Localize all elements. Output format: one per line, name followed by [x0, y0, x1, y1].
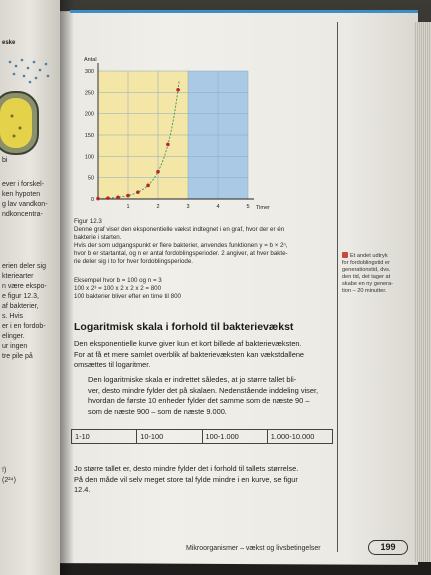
note-icon — [342, 252, 348, 258]
y-axis-label: Antal — [84, 57, 97, 63]
figure-caption — [74, 218, 334, 266]
example-line: 100 x 2³ = 100 x 2 x 2 x 2 = 800 — [74, 285, 162, 292]
example-line: Eksempel hvor b = 100 og n = 3 — [74, 277, 162, 284]
caption-line: bakterie i starten. — [74, 234, 122, 241]
paragraph-line: omsættes til logaritmer. — [74, 360, 151, 370]
previous-page-line: ken hypoten — [2, 191, 41, 198]
section-heading: Logaritmisk skala i forhold til bakterievækst — [74, 321, 294, 333]
paragraph-line: hvordan de første 10 enheder fylder det samme som de næste 90 – — [88, 396, 310, 406]
margin-note-line: tion – 20 minutter. — [342, 288, 387, 294]
x-axis-label: Timer — [256, 205, 270, 211]
previous-page-line: e figur 12.3, — [2, 293, 39, 300]
y-tick-label: 200 — [84, 111, 94, 118]
previous-page-line: af bakterier, — [2, 303, 39, 310]
paragraph-line: ver, desto mindre fylder det på skalaen. Nedenstående inddeling viser, — [88, 385, 319, 395]
caption-line: Hvis der som udgangspunkt er flere bakterier, anvendes funktionen y = b × 2ⁿ, — [74, 242, 288, 249]
previous-page-line: ur ingen — [2, 343, 28, 350]
y-tick-label: 50 — [87, 175, 94, 182]
y-tick-label: 150 — [84, 133, 94, 139]
margin-note-line: skabe en ny genera- — [342, 281, 393, 287]
data-point — [96, 197, 100, 201]
top-rule — [70, 10, 418, 13]
previous-page-fragment: bi — [2, 157, 8, 164]
margin-divider — [337, 22, 338, 552]
data-point — [106, 196, 110, 200]
bacteria-illustration — [0, 50, 60, 160]
y-tick-label: 300 — [84, 69, 94, 75]
previous-page-heading: eske — [2, 40, 16, 46]
caption-line: Denne graf viser den eksponentielle vækst indtegnet i en graf, hvor der er én — [74, 226, 285, 233]
scale-cell: 1-10 — [72, 430, 137, 443]
previous-page-line: ndkoncentra- — [2, 211, 43, 218]
caption-line: hvor b er startantal, og n er antal fordoblingsperioder. 2 angiver, at hver bakte- — [74, 250, 288, 257]
y-tick-label: 100 — [84, 154, 94, 161]
previous-page-text-2 — [2, 262, 47, 362]
x-tick-label: 3 — [186, 204, 190, 210]
caption-text — [74, 226, 334, 266]
scale-cell: 1.000-10.000 — [270, 432, 315, 441]
scale-cell: 10-100 — [137, 430, 202, 443]
figure-label: Figur 12.3 — [74, 218, 102, 225]
exponential-growth-chart — [70, 55, 270, 215]
previous-page-line: elinger. — [2, 333, 25, 340]
data-point — [116, 195, 120, 199]
margin-note-line: generationstid, dvs. — [342, 267, 391, 273]
margin-note-text — [342, 253, 404, 295]
paragraph-line: Jo større tallet er, desto mindre fylder det i forhold til tallets størrelse. — [74, 464, 299, 473]
data-point — [156, 170, 160, 174]
margin-note-line: den tid, det tager at — [342, 274, 391, 280]
example-calculation — [74, 277, 334, 301]
example-line: 100 bakterier bliver efter en time til 800 — [74, 293, 181, 300]
paragraph-line: som de næste 900 – som de næste 9.000. — [88, 406, 227, 416]
previous-page — [0, 0, 60, 575]
data-point — [166, 143, 170, 147]
margin-note-line: for fordoblingstid er — [342, 260, 390, 266]
paragraph-line: For at få et mere samlet overblik af bakterievæksten kan vækstdallene — [74, 349, 305, 359]
previous-page-line: s. Hvis — [2, 313, 23, 320]
scale-cell: 100-1.000 — [203, 430, 268, 443]
running-title: Mikroorganismer – vækst og livsbetingelser — [186, 545, 321, 552]
y-tick-label: 250 — [84, 90, 94, 97]
paragraph-conclusion — [74, 464, 334, 496]
x-tick-label: 4 — [216, 204, 220, 210]
x-tick-label: 1 — [126, 204, 130, 210]
margin-note — [342, 252, 404, 295]
previous-page-line: n være ekspo- — [2, 283, 47, 290]
paragraph-intro — [74, 339, 334, 371]
previous-page-line: g lav vandkon- — [2, 201, 48, 208]
previous-page-line: er i en fordob- — [2, 323, 46, 330]
data-point — [136, 190, 140, 194]
data-point — [126, 194, 130, 198]
paragraph-line: Den eksponentielle kurve giver kun et kort billede af bakterievæksten. — [74, 339, 302, 348]
paragraph-log-scale — [74, 375, 334, 417]
page-edges — [414, 22, 431, 562]
previous-page-text-1 — [2, 180, 48, 220]
paragraph-line: Den logaritmiske skala er indrettet således, at jo større tallet bli- — [88, 375, 297, 384]
x-tick-label: 5 — [246, 204, 250, 210]
data-point — [146, 184, 150, 188]
y-tick-label: 0 — [90, 197, 94, 203]
previous-page-line: !) — [2, 467, 7, 474]
x-tick-label: 2 — [156, 204, 160, 210]
previous-page-line: (2²⁴) — [2, 477, 16, 484]
previous-page-line: kteriearter — [2, 273, 34, 280]
page-number: 199 — [368, 540, 408, 555]
margin-note-line: Et andet udtryk — [350, 253, 388, 259]
chart-canvas — [70, 55, 270, 215]
log-scale-table — [71, 429, 333, 444]
previous-page-line: ever i forskel- — [2, 181, 45, 188]
previous-page-line: erien deler sig — [2, 263, 46, 270]
previous-page-line: tre pile på — [2, 353, 33, 360]
data-point — [176, 88, 180, 92]
paragraph-line: På den måde vil selv meget store tal fylde mindre i en kurve, se figur — [74, 474, 298, 484]
paragraph-line: 12.4. — [74, 485, 91, 495]
previous-page-text-3 — [2, 466, 16, 486]
caption-line: rie deler sig i to for hver fordoblingsperiode. — [74, 258, 194, 265]
